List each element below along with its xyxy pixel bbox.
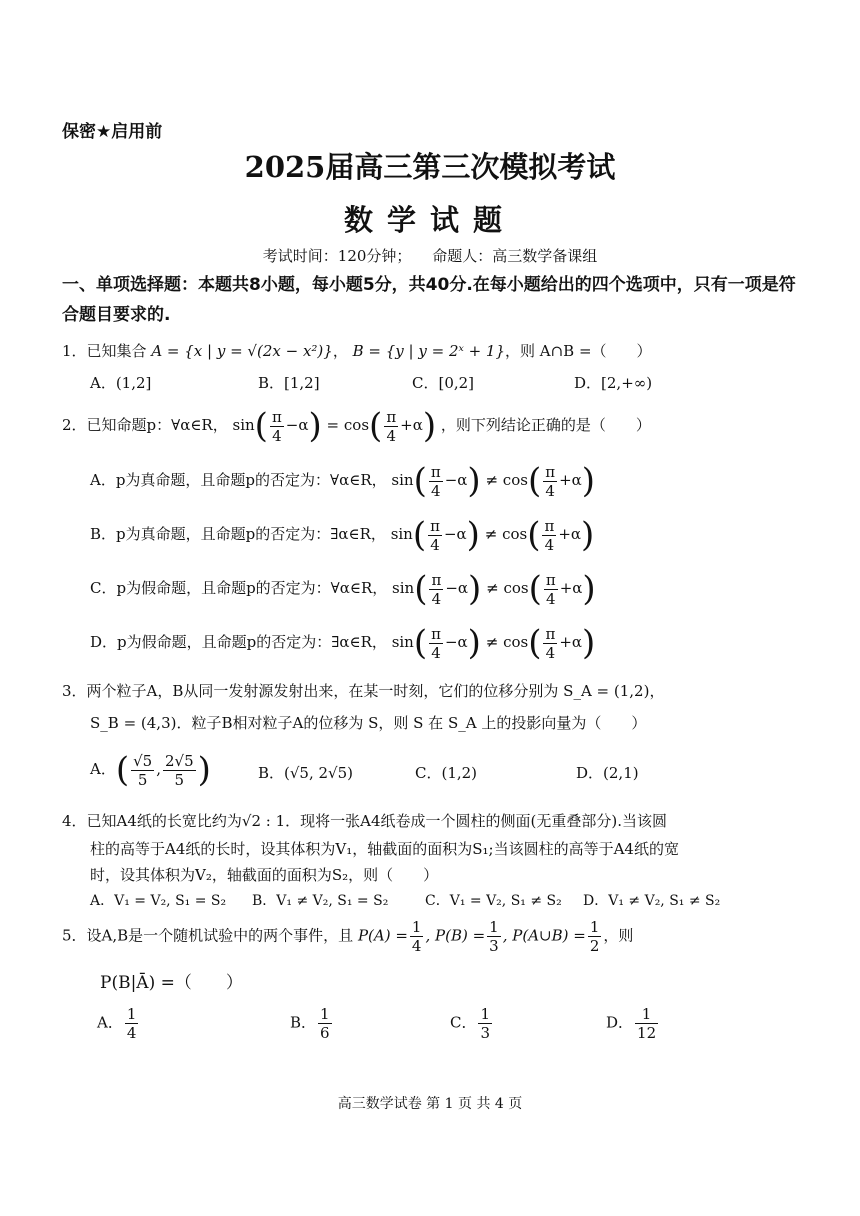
q5-one: 1 <box>411 918 422 936</box>
q2-stem-b: ，则下列结论正确的是（ ） <box>440 416 651 434</box>
q1-stem-b: ，则 A∩B =（ ） <box>505 342 652 360</box>
q5-pa: P(A) = <box>357 926 408 945</box>
q2-sin: sin <box>392 579 415 597</box>
q5-option-a-label: A． <box>97 1013 123 1032</box>
q5-option-c-num: 1 <box>480 1005 491 1023</box>
q2-sin: sin <box>391 633 414 651</box>
q2-stem: 2．已知命题p：∀α∈R， sin( $\frac{\pi}{4}$ −α) = cos( $\frac{\pi}{4}$ +α) ，则下列结论正确的是（ ） <box>62 406 651 446</box>
q2-stem-a: 2．已知命题p：∀α∈R， <box>62 416 228 434</box>
q1-option-a: A．(1,2] <box>90 374 152 392</box>
q2-four: 4 <box>272 426 282 445</box>
q2-option-c: C．p为假命题，且命题p的否定为：∀α∈R， sin( $\frac{\pi}{4}$ −α) ≠ cos( $\frac{\pi}{4}$ +α) <box>90 569 596 609</box>
exam-subtitle: 数学试题 <box>343 203 516 237</box>
q5-d2: 2 <box>589 937 600 955</box>
q5-option-b-label: B． <box>290 1013 317 1032</box>
q2-sin: sin <box>232 416 255 434</box>
q2-sin: sin <box>390 525 413 543</box>
q5-option-d-num: 1 <box>635 1005 658 1024</box>
q5-option-d-den: 12 <box>637 1024 657 1042</box>
q2-four: 4 <box>546 589 556 608</box>
q2-eq: = <box>326 416 340 434</box>
q2-sin: sin <box>391 471 414 489</box>
q1-set-b: B = {y | y = 2ˣ + 1} <box>352 342 505 360</box>
q1-sep: ， <box>332 342 348 360</box>
q4-option-b: B．V₁ ≠ V₂, S₁ = S₂ <box>252 893 389 909</box>
q2-option-a: A．p为真命题，且命题p的否定为：∀α∈R， sin( $\frac{\pi}{4}$ −α) ≠ cos( $\frac{\pi}{4}$ +α) <box>90 461 596 501</box>
q3-a-den2: 5 <box>174 770 185 789</box>
q2-neq: ≠ <box>485 471 499 489</box>
q3-line1: 3．两个粒子A，B从同一发射源发射出来，在某一时刻，它们的位移分别为 S_A = (1,2)， <box>62 682 665 700</box>
exam-title: 2025届高三第三次模拟考试 <box>244 150 616 184</box>
section-heading: 一、单项选择题：本题共8小题，每小题5分，共40分.在每小题给出的四个选项中，只有一项是符合题目要求的. <box>62 275 796 325</box>
q3-option-a-label: A． <box>90 760 116 778</box>
q5-pab: , P(A∪B) = <box>502 926 586 945</box>
q5-option-a <box>97 1005 140 1042</box>
q2-option-c-text: C．p为假命题，且命题p的否定为：∀α∈R， <box>90 579 388 597</box>
q3-option-d: D．(2,1) <box>576 764 639 782</box>
q2-pi: π <box>431 570 442 589</box>
q2-pi: π <box>545 570 556 589</box>
q2-four: 4 <box>430 481 441 500</box>
q2-four: 4 <box>545 481 555 500</box>
q3-option-b: B．(√5, 2√5) <box>258 764 354 782</box>
q4-option-d: D．V₁ ≠ V₂, S₁ ≠ S₂ <box>583 893 721 909</box>
q5-option-a-num: 1 <box>126 1005 137 1023</box>
q2-pi: π <box>545 624 556 643</box>
q5-option-a-den: 4 <box>126 1024 137 1042</box>
q5-option-c-den: 3 <box>480 1024 491 1042</box>
exam-author: 命题人：高三数学备课组 <box>432 247 598 265</box>
q1-set-a: A = {x | y = √(2x − x²)} <box>151 342 333 360</box>
q5-option-b-num: 1 <box>320 1005 330 1023</box>
q3-a-den1: 5 <box>137 770 148 789</box>
q2-four: 4 <box>386 426 397 445</box>
q5-line2: P(B|Ā) =（ ） <box>100 973 243 993</box>
q5-d4: 4 <box>411 937 422 955</box>
q1-option-d: D．[2,+∞) <box>574 374 653 392</box>
q5-option-d-label: D． <box>606 1013 634 1032</box>
q5-option-c-label: C． <box>450 1013 477 1032</box>
q2-cos: cos <box>502 525 528 543</box>
q2-minus-alpha: −α <box>285 416 309 434</box>
q2-option-d-text: D．p为假命题，且命题p的否定为：∃α∈R， <box>90 633 387 651</box>
q2-pi: π <box>386 407 397 426</box>
q2-minus-alpha: −α <box>444 633 468 651</box>
q2-minus-alpha: −α <box>444 471 468 489</box>
q2-cos: cos <box>502 471 528 489</box>
q1-stem <box>62 340 652 361</box>
q2-pi: π <box>430 462 441 481</box>
q2-plus-alpha: +α <box>558 525 582 543</box>
q2-minus-alpha: −α <box>443 525 467 543</box>
q2-plus-alpha: +α <box>559 579 583 597</box>
q5-option-b-den: 6 <box>320 1024 330 1042</box>
q1-option-c: C．[0,2] <box>412 374 475 392</box>
q2-neq: ≠ <box>485 633 499 651</box>
q4-line1: 4．已知A4纸的长宽比约为√2 : 1．现将一张A4纸卷成一个圆柱的侧面(无重叠部分).当该圆 <box>62 812 668 830</box>
q2-four: 4 <box>431 643 441 662</box>
q3-line2: S_B = (4,3)．粒子B相对粒子A的位移为 S，则 S 在 S_A 上的投影向量为（ ） <box>90 714 647 732</box>
q5-option-d <box>606 1005 660 1042</box>
q2-pi: π <box>431 624 441 643</box>
page-footer: 高三数学试卷 第 1 页 共 4 页 <box>337 1096 523 1112</box>
q5-stem <box>62 918 633 955</box>
q3-a-num2: 2√5 <box>165 751 194 770</box>
confidential-label: 保密★启用前 <box>62 122 163 142</box>
q2-cos: cos <box>503 579 529 597</box>
q2-pi: π <box>545 462 556 481</box>
q5-d3: 3 <box>489 937 499 955</box>
q1-stem-a: 1．已知集合 <box>62 342 147 360</box>
q4-option-c: C．V₁ = V₂, S₁ ≠ S₂ <box>425 893 562 909</box>
q5-one: 1 <box>489 918 499 936</box>
q2-option-d: D．p为假命题，且命题p的否定为：∃α∈R， sin( $\frac{\pi}{4}$ −α) ≠ cos( $\frac{\pi}{4}$ +α) <box>90 623 596 663</box>
q2-option-b-text: B．p为真命题，且命题p的否定为：∃α∈R， <box>90 525 386 543</box>
q2-pi: π <box>271 407 282 426</box>
q2-minus-alpha: −α <box>445 579 469 597</box>
q3-option-c: C．(1,2) <box>415 764 478 782</box>
q4-line3: 时，设其体积为V₂，轴截面的面积为S₂，则（ ） <box>90 866 439 884</box>
q2-option-b: B．p为真命题，且命题p的否定为：∃α∈R， sin( $\frac{\pi}{4}$ −α) ≠ cos( $\frac{\pi}{4}$ +α) <box>90 515 595 555</box>
q2-neq: ≠ <box>484 525 498 543</box>
q1-option-b: B．[1,2] <box>258 374 320 392</box>
q4-option-a: A．V₁ = V₂, S₁ = S₂ <box>90 893 227 909</box>
q4-line2: 柱的高等于A4纸的长时，设其体积为V₁，轴截面的面积为S₁;当该圆柱的高等于A4纸的宽 <box>90 840 679 858</box>
exam-meta <box>0 245 860 266</box>
q2-four: 4 <box>430 535 440 554</box>
q3-option-a: A．( $\frac{√5}{5}$ , $\frac{2√5}{5}$ ) <box>90 750 211 790</box>
q5-option-c <box>450 1005 494 1042</box>
q5-pb: , P(B) = <box>425 926 486 945</box>
q2-cos: cos <box>343 416 370 434</box>
q2-plus-alpha: +α <box>400 416 423 434</box>
q5-one: 1 <box>589 918 600 936</box>
q2-plus-alpha: +α <box>559 633 583 651</box>
q2-option-a-text: A．p为真命题，且命题p的否定为：∀α∈R， <box>90 471 387 489</box>
q2-cos: cos <box>503 633 529 651</box>
q2-four: 4 <box>544 535 555 554</box>
q2-pi: π <box>430 516 440 535</box>
q2-pi: π <box>544 516 555 535</box>
q2-four: 4 <box>545 643 556 662</box>
q5-stem-b: ，则 <box>603 926 634 945</box>
q2-plus-alpha: +α <box>559 471 582 489</box>
q3-a-num1: √5 <box>133 751 153 770</box>
q5-stem-a: 5．设A,B是一个随机试验中的两个事件，且 <box>62 926 354 945</box>
q5-option-b <box>290 1005 334 1042</box>
exam-time: 考试时间：120分钟； <box>262 247 412 265</box>
q2-neq: ≠ <box>486 579 499 597</box>
q2-four: 4 <box>431 589 442 608</box>
